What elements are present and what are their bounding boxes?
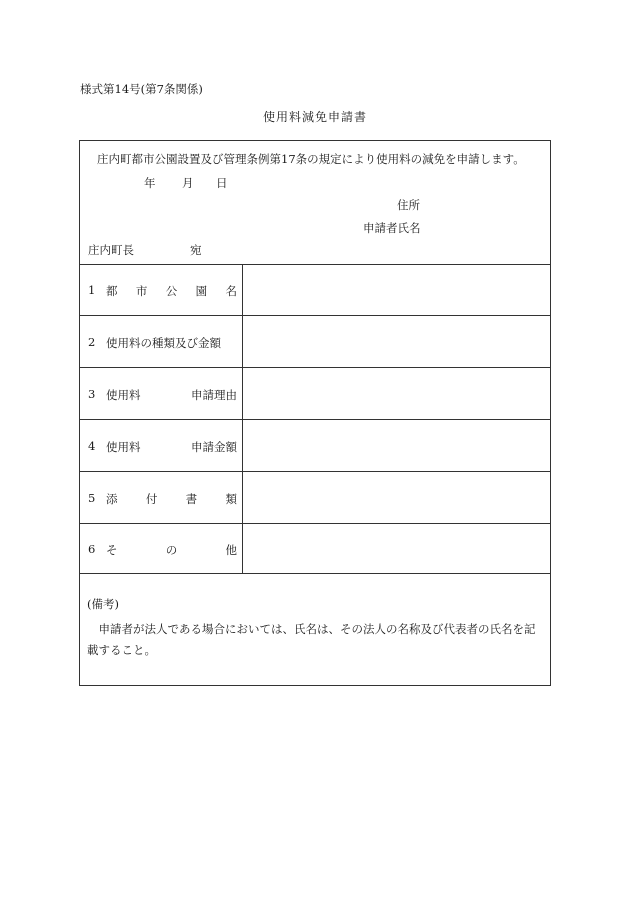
label-char: 市 bbox=[135, 284, 148, 298]
label-char: 都 bbox=[106, 284, 118, 298]
label-text: 使用料 bbox=[106, 388, 141, 402]
row-number: 1 bbox=[88, 283, 96, 297]
row-number: 2 bbox=[88, 335, 96, 349]
addressee-honorific: 宛 bbox=[190, 243, 202, 257]
row-park-name bbox=[80, 264, 550, 316]
row-fee-type-amount bbox=[80, 316, 550, 368]
label-char: 公 bbox=[165, 284, 178, 298]
row-number: 6 bbox=[88, 542, 96, 556]
row-label bbox=[106, 439, 237, 455]
applicant-name-label: 申請者氏名 bbox=[363, 221, 421, 235]
label-text: 使用料 bbox=[106, 440, 141, 454]
label-char: 園 bbox=[195, 284, 208, 298]
notes-title: (備考) bbox=[87, 597, 119, 611]
date-day-label: 日 bbox=[216, 176, 228, 190]
row-label-cell bbox=[80, 368, 243, 419]
row-reduction-amount bbox=[80, 420, 550, 472]
label-text: 申請理由 bbox=[191, 388, 237, 402]
row-number: 3 bbox=[88, 387, 96, 401]
declaration-cell bbox=[80, 141, 550, 265]
row-label-cell bbox=[80, 316, 243, 367]
form-number: 様式第14号(第7条関係) bbox=[80, 82, 203, 96]
row-label-cell bbox=[80, 420, 243, 471]
row-attached-documents bbox=[80, 472, 550, 524]
row-label bbox=[106, 491, 237, 507]
row-label-cell bbox=[80, 264, 243, 315]
row-label-cell bbox=[80, 472, 243, 523]
label-char: 類 bbox=[225, 492, 237, 506]
row-label bbox=[106, 542, 237, 558]
label-char: 添 bbox=[106, 492, 118, 506]
declaration-text: 庄内町都市公園設置及び管理条例第17条の規定により使用料の減免を申請します。 bbox=[97, 152, 525, 166]
application-form-table bbox=[79, 140, 551, 686]
label-char: 書 bbox=[185, 492, 198, 506]
fee-type-amount-field[interactable] bbox=[243, 316, 550, 367]
document-title: 使用料減免申請書 bbox=[262, 110, 367, 124]
other-field[interactable] bbox=[243, 524, 550, 573]
row-other bbox=[80, 524, 550, 574]
notes-cell bbox=[80, 573, 550, 685]
label-char: そ bbox=[106, 543, 118, 557]
addressee: 庄内町長 bbox=[88, 243, 134, 257]
row-label-cell bbox=[80, 524, 243, 573]
row-number: 4 bbox=[88, 439, 96, 453]
reduction-reason-field[interactable] bbox=[243, 368, 550, 419]
label-char: 他 bbox=[225, 543, 237, 557]
row-label bbox=[106, 335, 237, 351]
label-text: 使用料の種類及び金額 bbox=[106, 336, 221, 350]
label-char: の bbox=[165, 543, 178, 557]
row-label bbox=[106, 387, 237, 403]
date-month-label: 月 bbox=[182, 176, 194, 190]
label-text: 申請金額 bbox=[191, 440, 237, 454]
reduction-amount-field[interactable] bbox=[243, 420, 550, 471]
park-name-field[interactable] bbox=[243, 264, 550, 315]
row-reduction-reason bbox=[80, 368, 550, 420]
label-char: 名 bbox=[225, 284, 237, 298]
notes-text: 申請者が法人である場合においては、氏名は、その法人の名称及び代表者の氏名を記載すること。 bbox=[87, 622, 536, 657]
date-year-label: 年 bbox=[144, 176, 156, 190]
address-label: 住所 bbox=[397, 198, 420, 212]
attached-documents-field[interactable] bbox=[243, 472, 550, 523]
row-number: 5 bbox=[88, 491, 96, 505]
label-char: 付 bbox=[145, 492, 158, 506]
row-label bbox=[106, 283, 237, 299]
